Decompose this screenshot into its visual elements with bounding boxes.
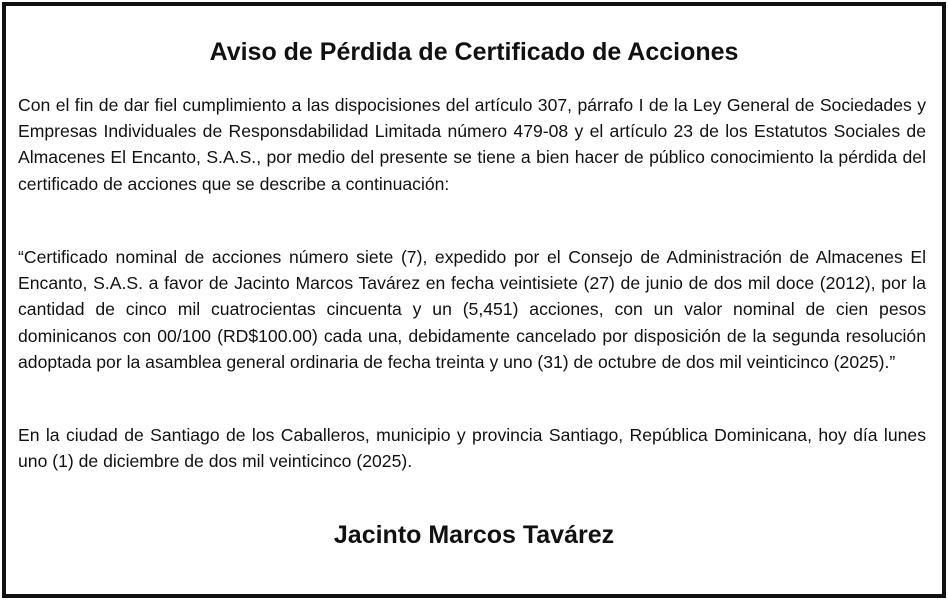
signature-name: Jacinto Marcos Tavárez xyxy=(333,521,615,549)
intro-paragraph: Con el fin de dar fiel cumplimiento a las dispocisiones del artículo 307, párrafo I de la Ley General de Sociedades y Empresas Individuales de Responsdabilidad Limitada número 479-08 y el artículo 23 de los Estatutos Sociales de Almacenes El Encanto, S.A.S., por medio del presente se tiene a bien hacer de público conocimiento la pérdida del certificado de acciones que se describe a continuación: xyxy=(18,95,926,194)
notice-frame xyxy=(2,2,946,598)
place-date-paragraph: En la ciudad de Santiago de los Caballeros, municipio y provincia Santiago, República Dominicana, hoy día lunes uno (1) de diciembre de dos mil veinticinco (2025). xyxy=(18,425,926,472)
certificate-description-paragraph: “Certificado nominal de acciones número siete (7), expedido por el Consejo de Administración de Almacenes El Encanto, S.A.S. a favor de Jacinto Marcos Tavárez en fecha veintisiete (27) de junio de dos mil doce (2012), por la cantidad de cinco mil cuatrocientas cincuenta y un (5,451) acciones, con un valor nominal de cien pesos dominicanos con 00/100 (RD$100.00) cada una, debidamente cancelado por disposición de la segunda resolución adoptada por la asamblea general ordinaria de fecha treinta y uno (31) de octubre de dos mil veinticinco (2025).” xyxy=(18,247,926,372)
notice-title: Aviso de Pérdida de Certificado de Acciones xyxy=(209,38,739,66)
